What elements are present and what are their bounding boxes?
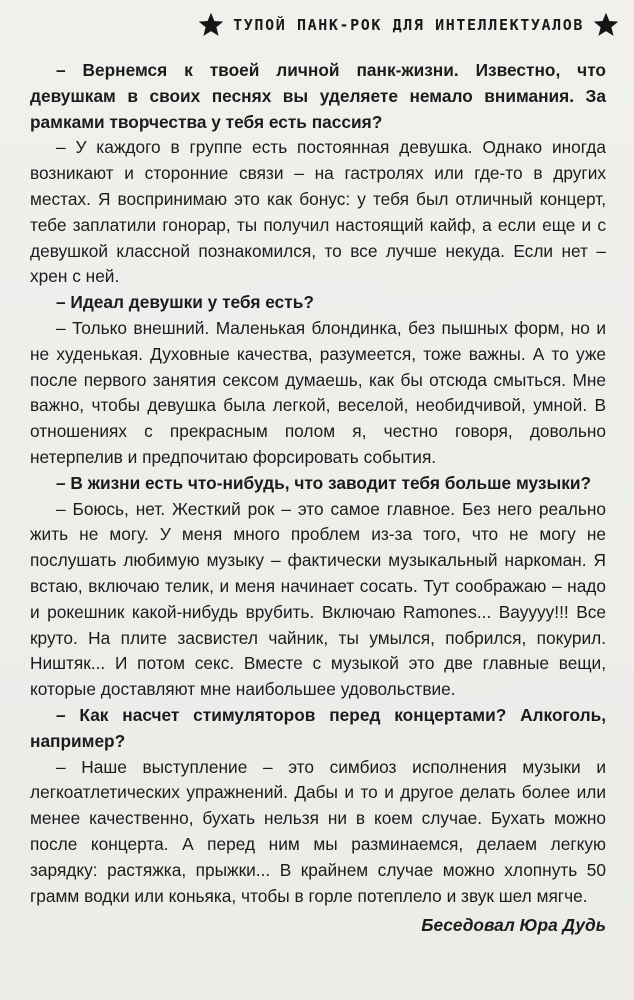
running-head-title: ТУПОЙ ПАНК-РОК ДЛЯ ИНТЕЛЛЕКТУАЛОВ [233,16,584,34]
interview-question: – Вернемся к твоей личной панк-жизни. Известно, что девушкам в своих песнях вы уделяете немало внимания. За рамками творчества у тебя есть пассия? [30,60,606,132]
interview-answer: – Только внешний. Маленькая блондинка, без пышных форм, но и не худенькая. Духовные качества, разумеется, тоже важны. А то уже после первого занятия сексом думаешь, как бы отсюда смыться. Мне важно, чтобы девушка была легкой, веселой, необидчивой, умной. В отношениях с прекрасным полом я, честно говоря, довольно нетерпелив и предпочитаю форсировать события. [30,317,606,467]
interview-answer: – Наше выступление – это симбиоз исполнения музыки и легкоатлетических упражнений. Дабы и то и другое делать более или менее качественно, бухать нельзя ни в коем случае. Бухать можно после концерта. А перед ним мы разминаемся, делаем легкую зарядку: растяжка, прыжки... В крайнем случае можно хлопнуть 50 грамм водки или коньяка, чтобы в горле потеплело и звук шел мягче. [30,756,606,906]
interview-question: – В жизни есть что-нибудь, что заводит тебя больше музыки? [56,472,592,493]
interview-question: – Идеал девушки у тебя есть? [56,292,314,313]
running-head [0,6,634,44]
interview-answer: – У каждого в группе есть постоянная девушка. Однако иногда возникают и сторонние связи – на гастролях или где-то в других местах. Я воспринимаю это как бонус: у тебя был отличный концерт, тебе заплатили гонорар, ты получил настоящий кайф, а если еще и с девушкой классной познакомился, то все лучше некуда. Если нет – хрен с ней. [30,137,606,287]
star-icon [592,11,620,39]
interview-answer: – Боюсь, нет. Жесткий рок – это самое главное. Без него реально жить не могу. У меня много проблем из-за того, что не могу не послушать любимую музыку – фактически музыкальный наркоман. Я встаю, включаю телик, и меня начинает сосать. Тут соображаю – надо и рокешник какой-нибудь врубить. Включаю Ramones... Вауууу!!! Все круто. На плите засвистел чайник, ты умылся, побрился, покурил. Ништяк... И потом секс. Вместе с музыкой это две главные вещи, которые доставляют мне наибольшее удовольствие. [30,498,606,700]
running-head-inner [197,11,620,39]
star-icon [197,11,225,39]
article-body [30,58,606,939]
byline: Беседовал Юра Дудь [421,915,606,936]
interview-question: – Как насчет стимуляторов перед концертами? Алкоголь, например? [30,704,606,751]
